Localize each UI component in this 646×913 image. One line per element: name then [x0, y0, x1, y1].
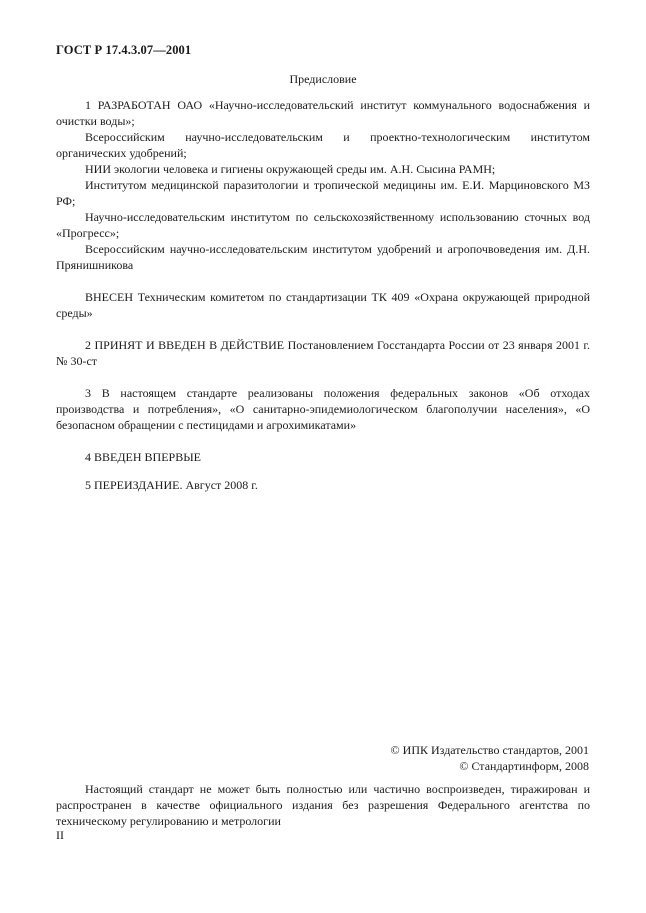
section-1-developer-4: Институтом медицинской паразитологии и тропической медицины им. Е.И. Марциновского МЗ РФ; [56, 178, 590, 208]
copyright-line-2: © Стандартинформ, 2008 [459, 759, 589, 773]
section-1-developer-2: Всероссийским научно-исследовательским и проектно-технологическим институтом органических удобрений; [56, 130, 590, 160]
page-number: II [56, 828, 64, 842]
page-title: Предисловие [289, 72, 357, 86]
section-1-developer-5: Научно-исследовательским институтом по сельскохозяйственному использованию сточных вод «Прогресс»; [56, 210, 590, 240]
standard-id: ГОСТ Р 17.4.3.07—2001 [56, 43, 192, 57]
section-5-reissue: 5 ПЕРЕИЗДАНИЕ. Август 2008 г. [85, 478, 258, 492]
section-2-adopted: 2 ПРИНЯТ И ВВЕДЕН В ДЕЙСТВИЕ Постановлением Госстандарта России от 23 января 2001 г. № 30-ст [56, 338, 590, 368]
foreword-body [56, 97, 590, 493]
copyright-line-1: © ИПК Издательство стандартов, 2001 [390, 743, 589, 757]
reproduction-notice [56, 781, 590, 829]
section-1-developer-6: Всероссийским научно-исследовательским институтом удобрений и агропочвоведения им. Д.Н. Прянишникова [56, 242, 590, 272]
notice-text: Настоящий стандарт не может быть полностью или частично воспроизведен, тиражирован и распространен в качестве официального издания без разрешения Федерального агентства по техническому регулированию и метрологии [56, 782, 590, 828]
section-3-federal-laws: 3 В настоящем стандарте реализованы положения федеральных законов «Об отходах производства и потребления», «О санитарно-эпидемиологическом благополучии населения», «О безопасном обращении с пестицидами и агрохимикатами» [56, 386, 590, 432]
copyright-block [391, 742, 589, 774]
section-1-developer-3: НИИ экологии человека и гигиены окружающей среды им. А.Н. Сысина РАМН; [85, 162, 496, 176]
section-1-developer: 1 РАЗРАБОТАН ОАО «Научно-исследовательский институт коммунального водоснабжения и очистки воды»; [56, 98, 590, 128]
section-4-first-introduced: 4 ВВЕДЕН ВПЕРВЫЕ [85, 450, 201, 464]
introduced-by: ВНЕСЕН Техническим комитетом по стандартизации ТК 409 «Охрана окружающей природной среды» [56, 290, 590, 320]
